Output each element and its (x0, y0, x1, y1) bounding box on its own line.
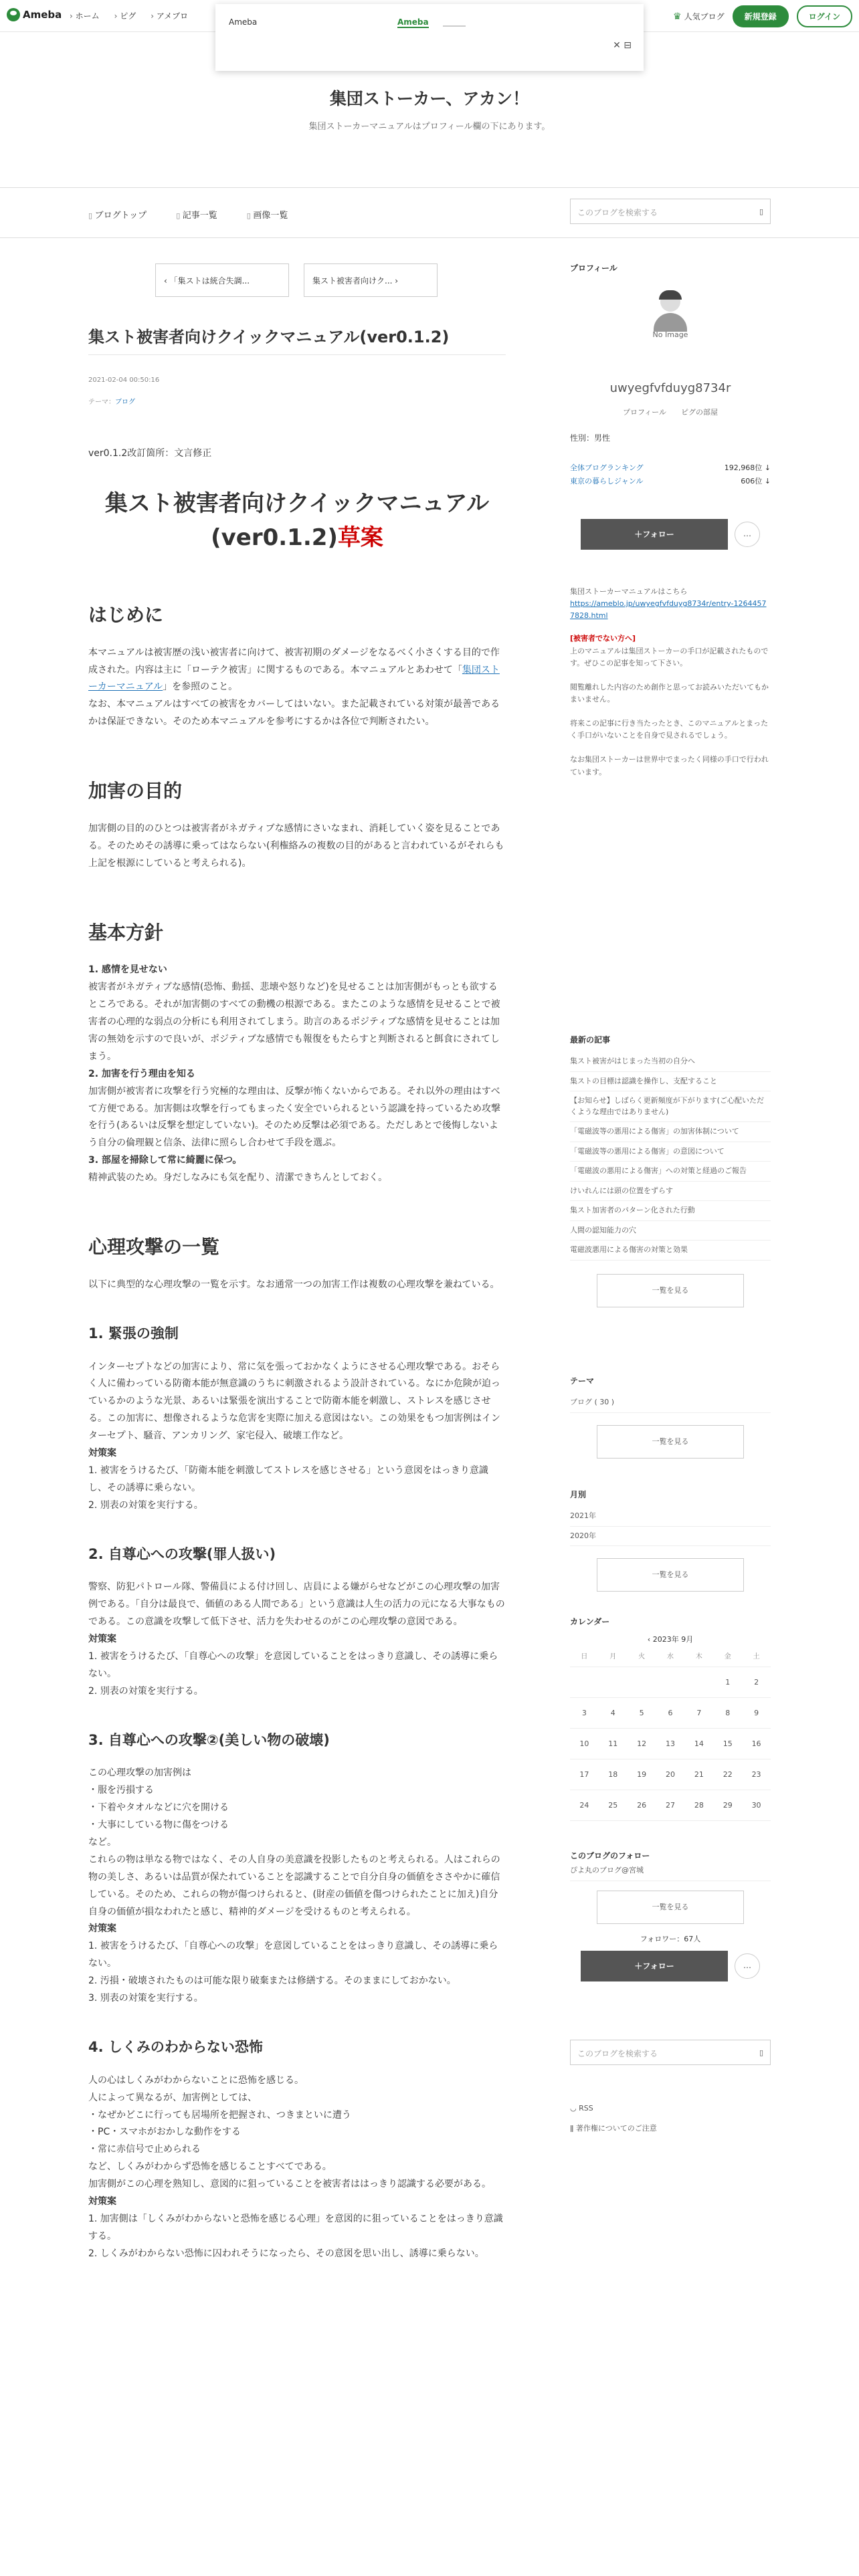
intro-paragraph (88, 645, 506, 697)
follow-row (581, 519, 760, 550)
note-1: 閲覧離れした内容のため創作と思ってお読みいただいてもかまいません。 (570, 682, 769, 704)
calendar-day[interactable]: 19 (628, 1759, 656, 1790)
nav-entry-list[interactable]: ▯ 記事一覧 (176, 208, 217, 221)
theme-link[interactable]: ブログ (115, 399, 135, 406)
calendar-day[interactable]: 4 (599, 1698, 628, 1729)
overall-ranking-value: 192,968位 ↓ (724, 463, 771, 472)
calendar-day[interactable]: 15 (713, 1729, 742, 1759)
calendar-day[interactable]: 7 (684, 1698, 713, 1729)
more-options-button-2[interactable]: … (735, 1953, 760, 1979)
calendar-day[interactable]: 9 (742, 1698, 771, 1729)
following (570, 1850, 771, 1981)
calendar-day (628, 1667, 656, 1698)
profile-links[interactable]: プロフィール ピグの部屋 (623, 408, 718, 417)
register-button[interactable]: 新規登録 (733, 5, 789, 27)
attack-2-text: 警察、防犯パトロール隊、警備員による付け回し、店員による嫌がらせなどがこの心理攻撃の加害例である。「自分は最良で、価値のある人間である」という意識は人生の活力の元になる大事なものである。この意識を攻撃して低下させ、活力を失わせるのがこの心理攻撃の意図である。 (88, 1582, 505, 1628)
calendar-day[interactable]: 5 (628, 1698, 656, 1729)
no-image-label: No Image (652, 330, 688, 339)
attack-4-text-4: 加害側がこの心理を熟知し、意図的に狙っていることを被害者ははっきり認識する必要がある。 (88, 2179, 491, 2190)
attack-3-heading: 3. 自尊心への攻撃②(美しい物の破壊) (88, 1731, 330, 1748)
monthly-archive (570, 1489, 771, 1592)
attack-3-counter-1: 1. 被害をうけるたび、「自尊心への攻撃」を意図していることをはっきり意識し、その誘導に乗らない。 (88, 1941, 498, 1969)
policy-2-text: 加害側が被害者に攻撃を行う究極的な理由は、反撃が怖くないからである。それ以外の理由はすべて方便である。加害側は攻撃を行ってもまったく安全でいられるという認識を持っているため攻撃を行う(あるいは反撃を想定していない)。そのため反撃は必須である。ただしあとで後悔しないよう自分の倫理観と信条、法律に照らし合わせて手段を選ぶ。 (88, 1085, 500, 1149)
top-nav (70, 10, 188, 21)
themes (570, 1375, 771, 1459)
popup-brand-tab[interactable]: Ameba (397, 17, 429, 27)
top-nav-ameblo[interactable]: › アメブロ (151, 10, 188, 21)
next-entry-button[interactable] (304, 263, 438, 297)
genre-ranking-value: 606位 ↓ (741, 476, 771, 486)
attack-2-counter-label: 対策案 (88, 1634, 116, 1645)
entry-theme (88, 396, 135, 406)
recent-heading: 最新の記事 (570, 1035, 611, 1045)
entry-body (88, 445, 506, 2263)
recent-entry-item[interactable]: けいれんには頭の位置をずらす (570, 1182, 771, 1202)
top-nav-home[interactable]: › ホーム (70, 10, 100, 21)
calendar (570, 1616, 771, 1821)
chevron-left-icon: ‹ (164, 276, 170, 286)
genre-ranking-link[interactable]: 東京の暮らしジャンル (570, 476, 644, 486)
calendar-day[interactable]: 20 (656, 1759, 685, 1790)
attack-2-heading: 2. 自尊心への攻撃(罪人扱い) (88, 1545, 276, 1562)
heading-intro: はじめに (88, 603, 164, 626)
attack-3-intro: この心理攻撃の加害例は (88, 1767, 191, 1779)
intro-text-end: 」を参照のこと。 (163, 681, 238, 693)
attack-3-item-3: ・大事にしている物に傷をつける (88, 1820, 229, 1831)
doc-title-version: (ver0.1.2) (211, 524, 338, 551)
policy-3-text: 精神武装のため。身だしなみにも気を配り、清潔できちんとしておく。 (88, 1172, 388, 1184)
calendar-day[interactable]: 14 (684, 1729, 713, 1759)
search-icon[interactable]: ▯ (759, 207, 763, 216)
follow-button[interactable]: ＋フォロー (581, 519, 728, 550)
calendar-day[interactable]: 30 (742, 1790, 771, 1821)
avatar-hair (659, 290, 682, 300)
search-icon[interactable]: ▯ (759, 2048, 763, 2057)
copyright-label: 著作権についてのご注意 (575, 2124, 657, 2133)
copyright-link[interactable] (570, 2123, 657, 2133)
calendar-day[interactable]: 25 (599, 1790, 628, 1821)
ameba-logo[interactable] (7, 8, 62, 21)
calendar-day[interactable]: 18 (599, 1759, 628, 1790)
calendar-day[interactable]: 8 (713, 1698, 742, 1729)
sidebar-search-input[interactable] (570, 2040, 771, 2065)
heading-policy: 基本方針 (88, 921, 164, 944)
month-heading: 月別 (570, 1490, 587, 1499)
calendar-day[interactable]: 28 (684, 1790, 713, 1821)
attack-3-item-2: ・下着やタオルなどに穴を開ける (88, 1802, 229, 1814)
note-2: 将来この記事に行き当たったとき、このマニュアルとまったく手口がいないことを自身で見されるでしょう。 (570, 719, 769, 740)
recent-more-button[interactable]: 一覧を見る (597, 1274, 744, 1307)
manual-intro: 集団ストーカーマニュアルはこちら (570, 587, 688, 596)
entry-pager (155, 263, 438, 297)
nav-blog-top[interactable]: ▯ ブログトップ (88, 208, 147, 221)
revision-note: ver0.1.2改訂箇所：文言修正 (88, 448, 212, 459)
doc-title (88, 487, 506, 555)
attack-3-item-1: ・服を汚損する (88, 1785, 154, 1796)
attack-4-item-2: ・PC・スマホがおかしな動作をする (88, 2127, 241, 2138)
blog-title[interactable]: 集団ストーカー、アカン！ (329, 89, 530, 108)
recent-entry-item[interactable]: 「電磁波等の悪用による傷害」の加害体制について (570, 1122, 771, 1142)
doc-title-line1: 集スト被害者向けクイックマニュアル (104, 490, 490, 517)
calendar-day (599, 1667, 628, 1698)
login-button[interactable]: ログイン (797, 5, 852, 27)
attack-4-text-2: 人によって異なるが、加害例としては、 (88, 2092, 257, 2103)
calendar-month: 2023年 9月 (652, 1635, 694, 1644)
calendar-weekday: 金 (713, 1647, 742, 1667)
calendar-day[interactable]: 24 (570, 1790, 599, 1821)
profile-heading: プロフィール (570, 263, 617, 273)
popup-close-icon[interactable]: ✕ ⊟ (613, 40, 632, 51)
recent-entry-item[interactable]: 集スト加害者のパターン化された行動 (570, 1201, 771, 1221)
rss-label: RSS (579, 2104, 593, 2113)
entry-divider (88, 354, 506, 355)
calendar-weekday: 土 (742, 1647, 771, 1667)
note-3: なお集団ストーカーは世界中でまったく同様の手口で行われています。 (570, 755, 769, 776)
calendar-day[interactable]: 12 (628, 1729, 656, 1759)
popup-brand: Ameba (229, 17, 258, 27)
blog-nav-bar (0, 187, 859, 238)
manual-link[interactable]: 集団ストーカーマニュアル (88, 664, 500, 693)
rss-link[interactable] (570, 2104, 593, 2113)
calendar-day[interactable]: 2 (742, 1667, 771, 1698)
manual-url-link[interactable]: https://ameblo.jp/uwyegfvfduyg8734r/entry-12644577828.html (570, 599, 767, 621)
calendar-day[interactable]: 21 (684, 1759, 713, 1790)
calendar-month-row (570, 1634, 771, 1644)
attack-3-counter-label: 対策案 (88, 1923, 116, 1935)
recent-entry-item[interactable]: 【お知らせ】しばらく更新頻度が下がります(ご心配いただくような理由ではありません) (570, 1091, 771, 1122)
follow-button-2[interactable]: ＋フォロー (581, 1951, 728, 1981)
calendar-day[interactable]: 16 (742, 1729, 771, 1759)
recent-entry-item[interactable]: 集ストの目標は認識を操作し、支配すること (570, 1072, 771, 1092)
profile-gender: 性別：男性 (570, 433, 611, 443)
avatar[interactable] (644, 286, 697, 340)
attack-1-text: インターセプトなどの加害により、常に気を張っておかなくようにさせる心理攻撃である。おそらく人に備わっている防衛本能が無意識のうちに刺激されるよう設計されている。なにか危険が迫っているかのような光景、あるいは緊張を演出することで防衛本能を刺激し、ストレスを感じさせる。この加害に、想像されるような危害を実際に加える意図はない。この効果をもつ加害例はインターセプト、騒音、アンカリング、家宅侵入、破壊工作など。 (88, 1361, 500, 1442)
heading-attacks: 心理攻撃の一覧 (88, 1235, 220, 1258)
attack-1-counter-label: 対策案 (88, 1447, 116, 1459)
calendar-day[interactable]: 27 (656, 1790, 685, 1821)
calendar-day[interactable]: 17 (570, 1759, 599, 1790)
chevron-right-icon: › (392, 276, 399, 286)
rss-icon: ◡ (570, 2104, 579, 2113)
more-options-button[interactable]: … (735, 522, 760, 547)
entry-title[interactable]: 集スト被害者向けクイックマニュアル(ver0.1.2) (88, 328, 450, 346)
following-item[interactable]: ぴよ丸のブログ@宮城 (570, 1861, 771, 1881)
calendar-day[interactable]: 26 (628, 1790, 656, 1821)
heading-purpose: 加害の目的 (88, 780, 183, 802)
attack-4-counter-1: 1. 加害側は「しくみがわからないと恐怖を感じる心理」を意図的に狙っていることをはっきり意識する。 (88, 2213, 503, 2242)
recent-entry-item[interactable]: 「電磁波の悪用による傷害」への対策と経過のご報告 (570, 1162, 771, 1182)
theme-item[interactable]: ブログ ( 30 ) (570, 1393, 771, 1413)
attack-3-text: これらの物は単なる物ではなく、その人自身の美意識を投影したものと考えられる。人はこれらの物の美しさ、あるいは品質が保たれていることを認識することで自分自身の価値をささやかに確信している。そのため、これらの物が傷つけられると、(財産の価値を傷つけられたことに加え)自分自身の価値が損なわれたと感じ、精神的ダメージを受けるものと考えられる。 (88, 1854, 500, 1917)
recent-entry-item[interactable]: 人間の認知能力の穴 (570, 1221, 771, 1241)
overall-ranking-link[interactable]: 全体ブログランキング (570, 463, 644, 472)
recent-entries (570, 1034, 771, 1307)
intro-paragraph-2: なお、本マニュアルはすべての被害をカバーしてはいない。また記載されている対策が最善であるかは保証できない。そのため本マニュアルを参考にするかは各位で判断されたい。 (88, 699, 500, 728)
month-more-button[interactable]: 一覧を見る (597, 1558, 744, 1592)
calendar-day[interactable]: 23 (742, 1759, 771, 1790)
recent-entry-item[interactable]: 電磁波悪用による傷害の対策と効果 (570, 1241, 771, 1261)
attack-2-counter-1: 1. 被害をうけるたび、「自尊心への攻撃」を意図していることをはっきり意識し、その誘導に乗らない。 (88, 1650, 498, 1679)
calendar-heading: カレンダー (570, 1617, 610, 1626)
nav-image-list[interactable]: ▯ 画像一覧 (247, 208, 288, 221)
attack-1-counter-2: 2. 別表の対策を実行する。 (88, 1499, 203, 1511)
policy-2-heading: 2. 加害を行う理由を知る (88, 1068, 195, 1079)
recent-entry-item[interactable]: 集スト被害がはじまった当初の自分へ (570, 1052, 771, 1072)
calendar-weekday: 月 (599, 1647, 628, 1667)
ameba-logo-icon (7, 8, 20, 21)
recent-entry-item[interactable]: 「電磁波等の悪用による傷害」の意図について (570, 1142, 771, 1162)
attack-4-text-1: 人の心はしくみがわからないことに恐怖を感じる。 (88, 2074, 304, 2086)
theme-heading: テーマ (570, 1376, 595, 1386)
attack-4-counter-label: 対策案 (88, 2196, 116, 2207)
copyright-icon: ǁ (570, 2124, 576, 2133)
attack-3-counter-2: 2. 汚損・破壊されたものは可能な限り破棄または修繕する。そのままにしておかない。 (88, 1975, 456, 1987)
top-nav-pigg[interactable]: › ピグ (114, 10, 136, 21)
crown-icon: ♛ (673, 11, 682, 22)
blog-search-input[interactable] (570, 199, 771, 224)
attack-3-counter-3: 3. 別表の対策を実行する。 (88, 1993, 203, 2004)
profile-message (570, 586, 771, 778)
chevron-left-icon[interactable]: ‹ (647, 1635, 653, 1644)
ad-popup (215, 4, 644, 71)
rankings (570, 461, 771, 488)
logo-text: Ameba (23, 9, 62, 21)
calendar-weekday: 木 (684, 1647, 713, 1667)
calendar-day[interactable]: 13 (656, 1729, 685, 1759)
attack-4-item-3: ・常に赤信号で止められる (88, 2144, 201, 2155)
calendar-day[interactable]: 1 (713, 1667, 742, 1698)
entry-date: 2021-02-04 00:50:16 (88, 377, 160, 384)
policy-1-heading: 1. 感情を見せない (88, 964, 167, 976)
calendar-day (656, 1667, 685, 1698)
attack-4-counter-2: 2. しくみがわからない恐怖に囚われそうになったら、その意図を思い出し、誘導に乗らない。 (88, 2248, 484, 2259)
calendar-day[interactable]: 3 (570, 1698, 599, 1729)
popup-divider (443, 25, 466, 27)
attacks-intro: 以下に典型的な心理攻撃の一覧を示す。なお通常一つの加害工作は複数の心理攻撃を兼ねている。 (88, 1279, 500, 1290)
attack-3-item-4: など。 (88, 1837, 116, 1848)
calendar-day[interactable]: 6 (656, 1698, 685, 1729)
calendar-day (570, 1667, 599, 1698)
profile-username[interactable]: uwyegfvfduyg8734r (609, 381, 731, 395)
sidebar-search-placeholder: このブログを検索する (577, 2049, 658, 2058)
theme-label: テーマ： (88, 399, 115, 406)
follower-count: フォロワー：67人 (640, 1934, 701, 1943)
following-more-button[interactable]: 一覧を見る (597, 1891, 744, 1924)
attack-4-heading: 4. しくみのわからない恐怖 (88, 2038, 263, 2055)
prev-entry-button[interactable] (155, 263, 289, 297)
doc-title-draft: 草案 (337, 524, 383, 551)
warning-text: 上のマニュアルは集団ストーカーの手口が記載されたものです。ぜひこの記事を知って下さい。 (570, 646, 769, 667)
avatar-body (654, 313, 687, 332)
calendar-weekday: 水 (656, 1647, 685, 1667)
policy-1-text: 被害者がネガティブな感情(恐怖、動揺、悲壊や怒りなど)を見せることは加害側がもっとも欲するところである。それが加害側のすべての動機の根源である。またこのような感情を見せることで被害者の心理的な弱点の分析にも利用されてしまう。助言のあるポジティブな感情を見せることは加害の無効を示すので良いが、ポジティブな感情でも報復をもたらすと判断されると餌食にされてしまう。 (88, 982, 500, 1062)
month-item[interactable]: 2021年 (570, 1507, 771, 1527)
calendar-grid (570, 1647, 771, 1821)
policy-3-heading: 3. 部屋を掃除して常に綺麗に保つ。 (88, 1155, 242, 1166)
attack-1-counter-1: 1. 被害をうけるたび、「防衛本能を刺激してストレスを感じさせる」という意図をはっきり意識し、その誘導に乗らない。 (88, 1465, 488, 1493)
intro-text: 本マニュアルは被害歴の浅い被害者に向けて、被害初期のダメージをなるべく小さくする目的で作成された。内容は主に「ローテク被害」に関するものである。本マニュアルとあわせて「 (88, 647, 500, 675)
calendar-day[interactable]: 29 (713, 1790, 742, 1821)
warning-heading: [被害者でない方へ] (570, 634, 636, 643)
attack-2-counter-2: 2. 別表の対策を実行する。 (88, 1685, 203, 1697)
popular-blogs-link[interactable] (673, 11, 725, 22)
next-entry-label: 集スト被害者向けク... (312, 276, 393, 286)
following-heading: このブログのフォロー (570, 1851, 650, 1860)
calendar-day[interactable]: 11 (599, 1729, 628, 1759)
calendar-day[interactable]: 10 (570, 1729, 599, 1759)
calendar-day[interactable]: 22 (713, 1759, 742, 1790)
popular-label: 人気ブログ (684, 12, 725, 21)
purpose-paragraph: 加害側の目的のひとつは被害者がネガティブな感情にさいなまれ、消耗していく姿を見ることである。そのためその誘導に乗ってはならない(利権絡みの複数の目的があると言われているがそれらも上記を根源にしていると考えられる)。 (88, 823, 504, 869)
search-placeholder: このブログを検索する (577, 208, 658, 217)
calendar-weekday: 日 (570, 1647, 599, 1667)
month-item[interactable]: 2020年 (570, 1527, 771, 1547)
calendar-day (684, 1667, 713, 1698)
attack-1-heading: 1. 緊張の強制 (88, 1325, 179, 1341)
attack-4-text-3: など、しくみがわからず恐怖を感じることすべてである。 (88, 2161, 332, 2173)
attack-4-item-1: ・なぜかどこに行っても居場所を把握され、つきまといに遭う (88, 2109, 351, 2121)
blog-description: 集団ストーカーマニュアルはプロフィール欄の下にあります。 (308, 122, 551, 132)
calendar-weekday: 火 (628, 1647, 656, 1667)
theme-more-button[interactable]: 一覧を見る (597, 1425, 744, 1459)
prev-entry-label: 「集ストは統合失調... (169, 276, 250, 286)
